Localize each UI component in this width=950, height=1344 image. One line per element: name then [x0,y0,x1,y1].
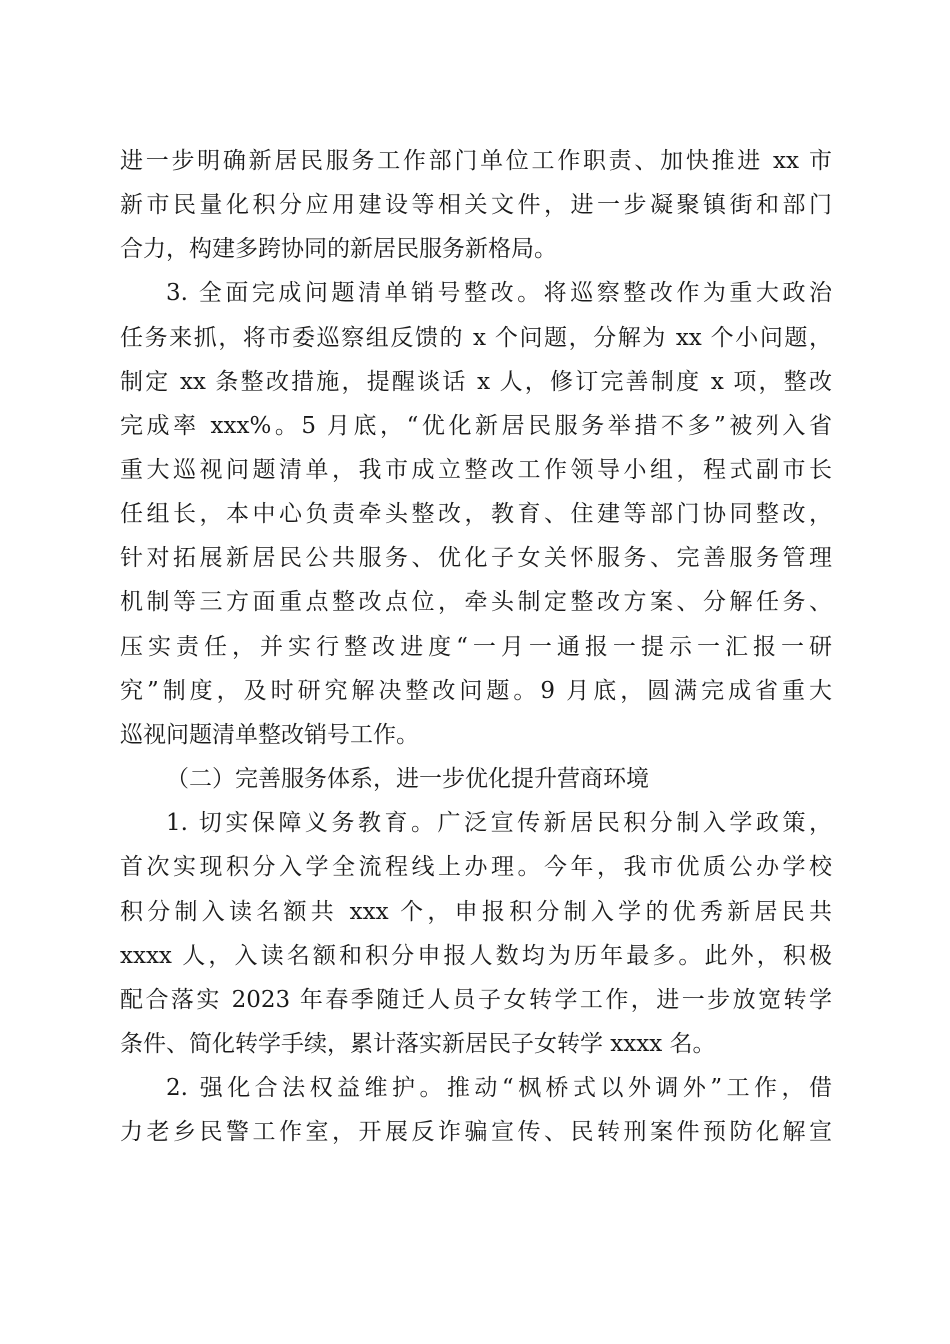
body-text-line: 重大巡视问题清单，我市成立整改工作领导小组，程式副市长 [120,457,832,483]
body-text-line: 合力，构建多跨协同的新居民服务新格局。 [120,236,557,262]
body-text-line: 压实责任，并实行整改进度“一月一通报一提示一汇报一研 [120,634,832,660]
body-text-line: 力老乡民警工作室，开展反诈骗宣传、民转刑案件预防化解宣 [120,1119,832,1145]
body-text-line: 积分制入读名额共 xxx 个，申报积分制入学的优秀新居民共 [120,899,832,925]
body-text-line: 任组长，本中心负责牵头整改，教育、住建等部门协同整改， [120,501,832,527]
body-text-line: xxxx 人，入读名额和积分申报人数均为历年最多。此外，积极 [120,943,832,969]
body-text-line: 进一步明确新居民服务工作部门单位工作职责、加快推进 xx 市 [120,148,832,174]
body-text-line: 配合落实 2023 年春季随迁人员子女转学工作，进一步放宽转学 [120,987,832,1013]
body-text-line: 针对拓展新居民公共服务、优化子女关怀服务、完善服务管理 [120,545,832,571]
body-text-line: 首次实现积分入学全流程线上办理。今年，我市优质公办学校 [120,854,832,880]
body-text-line: 新市民量化积分应用建设等相关文件，进一步凝聚镇街和部门 [120,192,832,218]
body-text-line: 完成率 xxx%。5 月底，“优化新居民服务举措不多”被列入省 [120,413,832,439]
list-item-line: 1. 切实保障义务教育。广泛宣传新居民积分制入学政策， [166,810,832,836]
body-text-line: 机制等三方面重点整改点位，牵头制定整改方案、分解任务、 [120,589,832,615]
section-heading: （二）完善服务体系，进一步优化提升营商环境 [166,766,649,792]
body-text-line: 制定 xx 条整改措施，提醒谈话 x 人，修订完善制度 x 项，整改 [120,369,832,395]
body-text-line: 条件、简化转学手续，累计落实新居民子女转学 xxxx 名。 [120,1031,716,1057]
body-text-line: 任务来抓，将市委巡察组反馈的 x 个问题，分解为 xx 个小问题， [120,325,832,351]
list-item-line: 3. 全面完成问题清单销号整改。将巡察整改作为重大政治 [166,280,832,306]
list-item-line: 2. 强化合法权益维护。推动“枫桥式以外调外”工作，借 [166,1075,832,1101]
body-text-line: 巡视问题清单整改销号工作。 [120,722,419,748]
body-text-line: 究”制度，及时研究解决整改问题。9 月底，圆满完成省重大 [120,678,832,704]
